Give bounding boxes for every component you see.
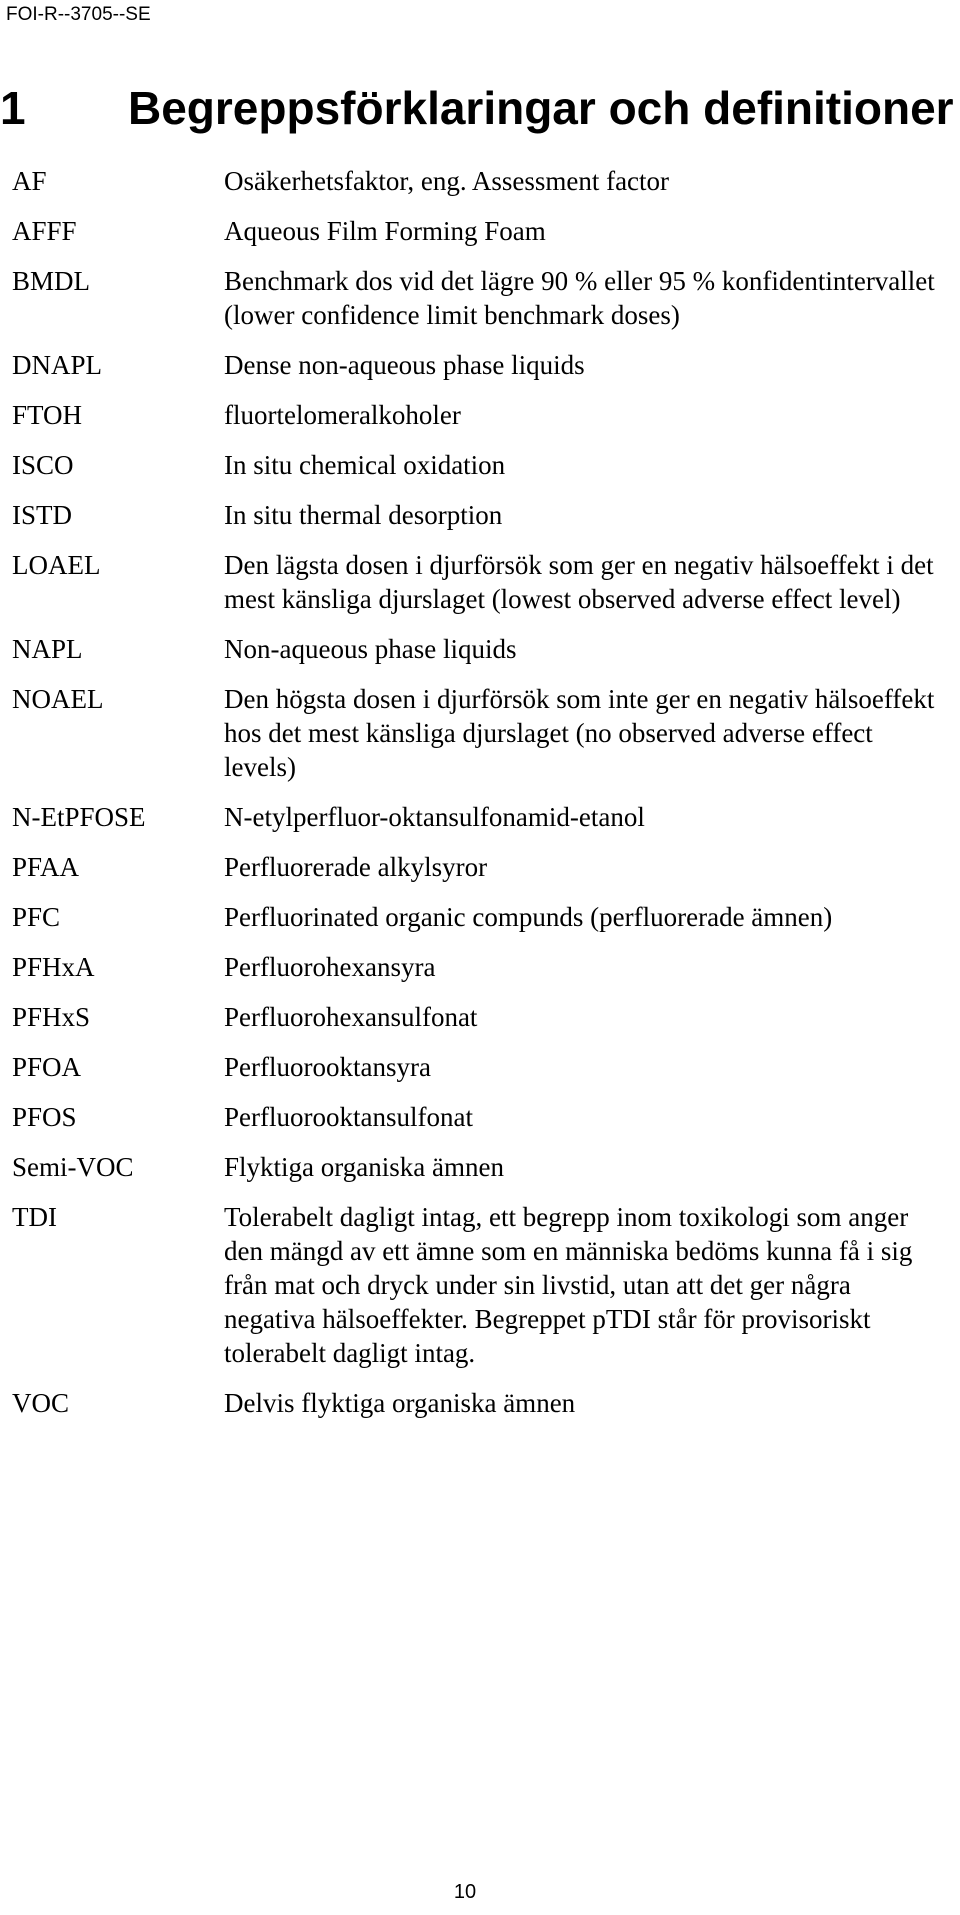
glossary-definition: Perfluorinated organic compunds (perfluorerade ämnen) bbox=[224, 902, 833, 932]
report-id: FOI-R--3705--SE bbox=[6, 4, 151, 25]
glossary-row bbox=[12, 800, 947, 834]
glossary-row bbox=[12, 1386, 947, 1420]
glossary-row bbox=[12, 1000, 947, 1034]
glossary-term: LOAEL bbox=[12, 550, 101, 580]
section-title: Begreppsförklaringar och definitioner bbox=[128, 82, 954, 134]
glossary-row bbox=[12, 632, 947, 666]
glossary-term: AFFF bbox=[12, 216, 77, 246]
glossary-row bbox=[12, 1200, 947, 1370]
glossary-definition: Benchmark dos vid det lägre 90 % eller 95 % konfidentintervallet (lower confidence limit benchmark doses) bbox=[224, 266, 935, 330]
glossary-definition: Perfluorohexansulfonat bbox=[224, 1002, 478, 1032]
glossary-definition: In situ chemical oxidation bbox=[224, 450, 506, 480]
section-heading bbox=[0, 80, 954, 136]
glossary-list bbox=[12, 164, 947, 1436]
section-number: 1 bbox=[0, 82, 26, 134]
glossary-term: NOAEL bbox=[12, 684, 104, 714]
glossary-term: PFHxS bbox=[12, 1002, 91, 1032]
glossary-row bbox=[12, 682, 947, 784]
glossary-term: VOC bbox=[12, 1388, 70, 1418]
glossary-row bbox=[12, 1150, 947, 1184]
glossary-definition: Dense non-aqueous phase liquids bbox=[224, 350, 585, 380]
glossary-row bbox=[12, 448, 947, 482]
glossary-row bbox=[12, 164, 947, 198]
glossary-definition: In situ thermal desorption bbox=[224, 500, 503, 530]
glossary-term: PFOA bbox=[12, 1052, 82, 1082]
glossary-row bbox=[12, 1050, 947, 1084]
glossary-definition: Osäkerhetsfaktor, eng. Assessment factor bbox=[224, 166, 670, 196]
glossary-definition: Aqueous Film Forming Foam bbox=[224, 216, 546, 246]
glossary-definition: Den lägsta dosen i djurförsök som ger en negativ hälsoeffekt i det mest känsliga djurslaget (lowest observed adverse effect level) bbox=[224, 550, 934, 614]
glossary-definition: Perfluorooktansulfonat bbox=[224, 1102, 473, 1132]
glossary-row bbox=[12, 900, 947, 934]
glossary-definition: Flyktiga organiska ämnen bbox=[224, 1152, 504, 1182]
glossary-definition: N-etylperfluor-oktansulfonamid-etanol bbox=[224, 802, 645, 832]
glossary-term: N-EtPFOSE bbox=[12, 802, 146, 832]
glossary-definition: Perfluorohexansyra bbox=[224, 952, 436, 982]
glossary-term: BMDL bbox=[12, 266, 91, 296]
glossary-term: AF bbox=[12, 166, 47, 196]
glossary-term: NAPL bbox=[12, 634, 83, 664]
glossary-definition: Den högsta dosen i djurförsök som inte ger en negativ hälsoeffekt hos det mest känsliga djurslaget (no observed adverse effect levels) bbox=[224, 684, 935, 782]
glossary-term: TDI bbox=[12, 1202, 57, 1232]
glossary-term: ISCO bbox=[12, 450, 74, 480]
page-number: 10 bbox=[453, 1881, 477, 1903]
glossary-term: PFHxA bbox=[12, 952, 95, 982]
glossary-row bbox=[12, 950, 947, 984]
glossary-definition: Tolerabelt dagligt intag, ett begrepp inom toxikologi som anger den mängd av ett ämne som en människa bedöms kunna få i sig från mat och dryck under sin livstid, utan att det ger några negativa hälsoeffekter. Begreppet pTDI står för provisoriskt tolerabelt dagligt intag. bbox=[224, 1202, 913, 1368]
glossary-row bbox=[12, 348, 947, 382]
glossary-row bbox=[12, 850, 947, 884]
glossary-definition: Perfluorerade alkylsyror bbox=[224, 852, 488, 882]
glossary-row bbox=[12, 548, 947, 616]
glossary-term: ISTD bbox=[12, 500, 72, 530]
glossary-row bbox=[12, 1100, 947, 1134]
glossary-term: PFC bbox=[12, 902, 61, 932]
glossary-definition: Delvis flyktiga organiska ämnen bbox=[224, 1388, 576, 1418]
glossary-term: PFAA bbox=[12, 852, 80, 882]
glossary-definition: fluortelomeralkoholer bbox=[224, 400, 461, 430]
glossary-row bbox=[12, 398, 947, 432]
glossary-row bbox=[12, 264, 947, 332]
glossary-term: Semi-VOC bbox=[12, 1152, 134, 1182]
glossary-definition: Non-aqueous phase liquids bbox=[224, 634, 517, 664]
glossary-definition: Perfluorooktansyra bbox=[224, 1052, 431, 1082]
glossary-term: PFOS bbox=[12, 1102, 77, 1132]
glossary-row bbox=[12, 498, 947, 532]
glossary-row bbox=[12, 214, 947, 248]
glossary-term: FTOH bbox=[12, 400, 83, 430]
glossary-term: DNAPL bbox=[12, 350, 103, 380]
